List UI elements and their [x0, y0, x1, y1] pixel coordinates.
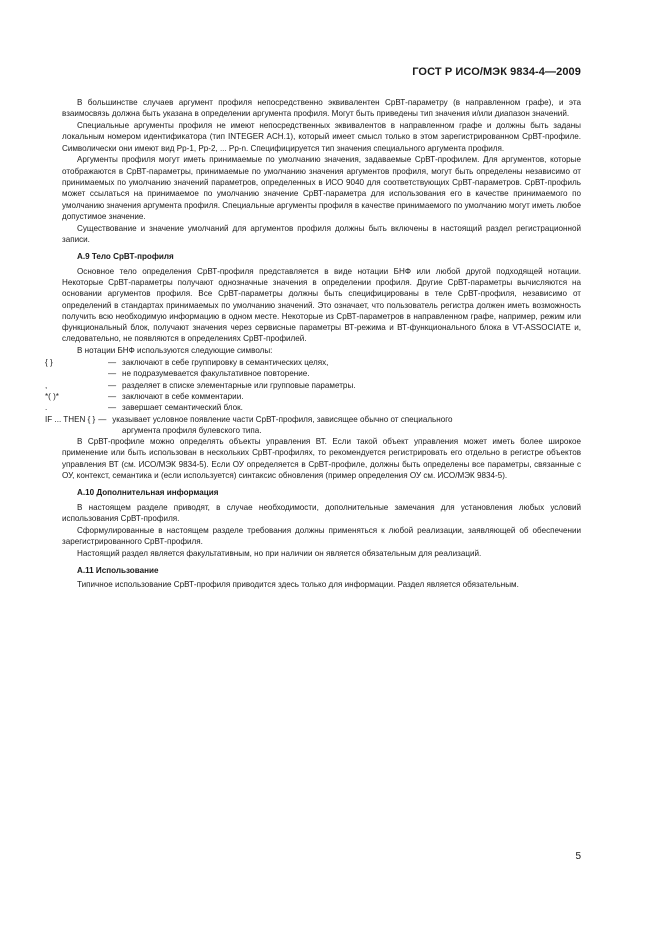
symbol-row: , — разделяет в списке элементарные или групповые параметры.	[62, 380, 581, 391]
dash: —	[108, 369, 117, 379]
dash: —	[98, 414, 107, 424]
symbol-list	[45, 357, 581, 436]
page-number: 5	[575, 851, 581, 862]
symbol-row	[62, 368, 581, 379]
paragraph: Основное тело определения СрВТ-профиля представляется в виде нотации БНФ или любой другой подходящей нотации. Некоторые СрВТ-параметры получают однозначные значения в определении профиля. Другие СрВТ-параметры вычисляются на основании аргументов профиля. Все СрВТ-параметры должны быть специфицированы в теле СрВТ-профиля, независимо от определений в стандартах принимаемых по умолчанию значений. Это означает, что пользователь регистра должен иметь возможность получить всю необходимую информацию в одном месте. Некоторые из СрВТ-параметров в направленном графе, например, режим или функциональный блок, получают значения через сервисные параметры ВТ-режима и ВТ-функционального блока в VT-ASSOCIATE и, следовательно, не появляются в определениях СрВТ-профилей.	[62, 266, 581, 344]
dash: —	[108, 403, 117, 413]
section-heading-a11: А.11 Использование	[77, 566, 159, 576]
symbol-description: не подразумевается факультативное повторение.	[122, 369, 310, 379]
symbol-row: . — завершает семантический блок.	[62, 402, 581, 413]
symbol-row: { } — заключают в себе группировку в семантических целях,	[62, 357, 581, 368]
symbol-description: указывает условное появление части СрВТ-профиля, зависящее обычно от специального	[112, 414, 453, 424]
paragraph: В настоящем разделе приводят, в случае необходимости, дополнительные замечания для установления любых условий использования СрВТ-профиля.	[62, 502, 581, 523]
paragraph: В СрВТ-профиле можно определять объекты управления ВТ. Если такой объект управления может иметь более широкое применение или быть использован в нескольких СрВТ-профилях, то рекомендуется регистрировать его отдельно в регистре объектов управления ВТ (см. ИСО/МЭК 9834-5). Если ОУ определяется в СрВТ-профиле, должны быть определены все параметры, связанные с ОУ, контекст, семантика и (если используется) синтаксис обновления (пример определения ОУ см. ИСО/МЭК 9834-5).	[62, 437, 581, 480]
symbol-row: *( )* — заключают в себе комментарии.	[62, 391, 581, 402]
paragraph: Существование и значение умолчаний для аргументов профиля должны быть включены в настоящий раздел регистрационной записи.	[62, 223, 581, 245]
paragraph: В большинстве случаев аргумент профиля непосредственно эквивалентен СрВТ-параметру (в направленном графе), и эта взаимосвязь должна быть указана в определении аргумента профиля. Могут быть приведены тип значения и/или диапазон значений.	[62, 98, 581, 119]
dash: —	[108, 380, 117, 390]
paragraph: Типичное использование СрВТ-профиля приводится здесь только для информации. Раздел является обязательным.	[77, 580, 519, 590]
paragraph: Аргументы профиля могут иметь принимаемые по умолчанию значения, задаваемые СрВТ-профилем. Для аргументов, которые отображаются в СрВТ-параметры, принимаемые по умолчанию значения аргументов профиля, могут быть определены независимо от принимаемых по умолчанию значений параметров, определенных в ИСО 9040 для соответствующих СрВТ-параметров. СрВТ-профиль может ссылаться на принимаемое по умолчанию значение СрВТ-параметра для использования его в качестве принимаемого по умолчанию значения аргумента профиля. Специальные аргументы профиля в качестве принимаемого по умолчанию могут иметь любое допустимое значение.	[62, 155, 581, 221]
section-heading-a10: А.10 Дополнительная информация	[77, 488, 219, 498]
symbol-description-continuation: аргумента профиля булевского типа.	[122, 425, 262, 435]
symbol-description: заключают в себе группировку в семантических целях,	[122, 358, 329, 368]
symbol-description: заключают в себе комментарии.	[122, 391, 244, 401]
paragraph: Настоящий раздел является факультативным, но при наличии он является обязательным для реализаций.	[77, 548, 482, 558]
paragraph: Сформулированные в настоящем разделе требования должны применяться к любой реализации, заявляющей об обеспечении зарегистрированного СрВТ-профиля.	[62, 525, 581, 546]
symbol-description: разделяет в списке элементарные или групповые параметры.	[122, 380, 356, 390]
symbol-description: завершает семантический блок.	[122, 403, 243, 413]
section-heading-a9: А.9 Тело СрВТ-профиля	[77, 252, 174, 262]
document-header: ГОСТ Р ИСО/МЭК 9834-4—2009	[412, 66, 581, 78]
symbol-row	[45, 414, 581, 425]
paragraph: В нотации БНФ используются следующие символы:	[77, 346, 273, 356]
dash: —	[108, 358, 117, 368]
dash: —	[108, 391, 117, 401]
page-content	[45, 97, 581, 591]
symbol: IF ... THEN { }	[45, 414, 96, 424]
paragraph: Специальные аргументы профиля не имеют непосредственных эквивалентов в направленном графе и должны быть заданы локальным номером идентификатора (тип INTEGER ACH.1), который имеет смысл только в этом зарегистрированном СрВТ-профиле. Символически они имеют вид Pp-1, Pp-2, ... Pp-n. Специфицируется тип значения специального аргумента профиля.	[62, 121, 581, 153]
